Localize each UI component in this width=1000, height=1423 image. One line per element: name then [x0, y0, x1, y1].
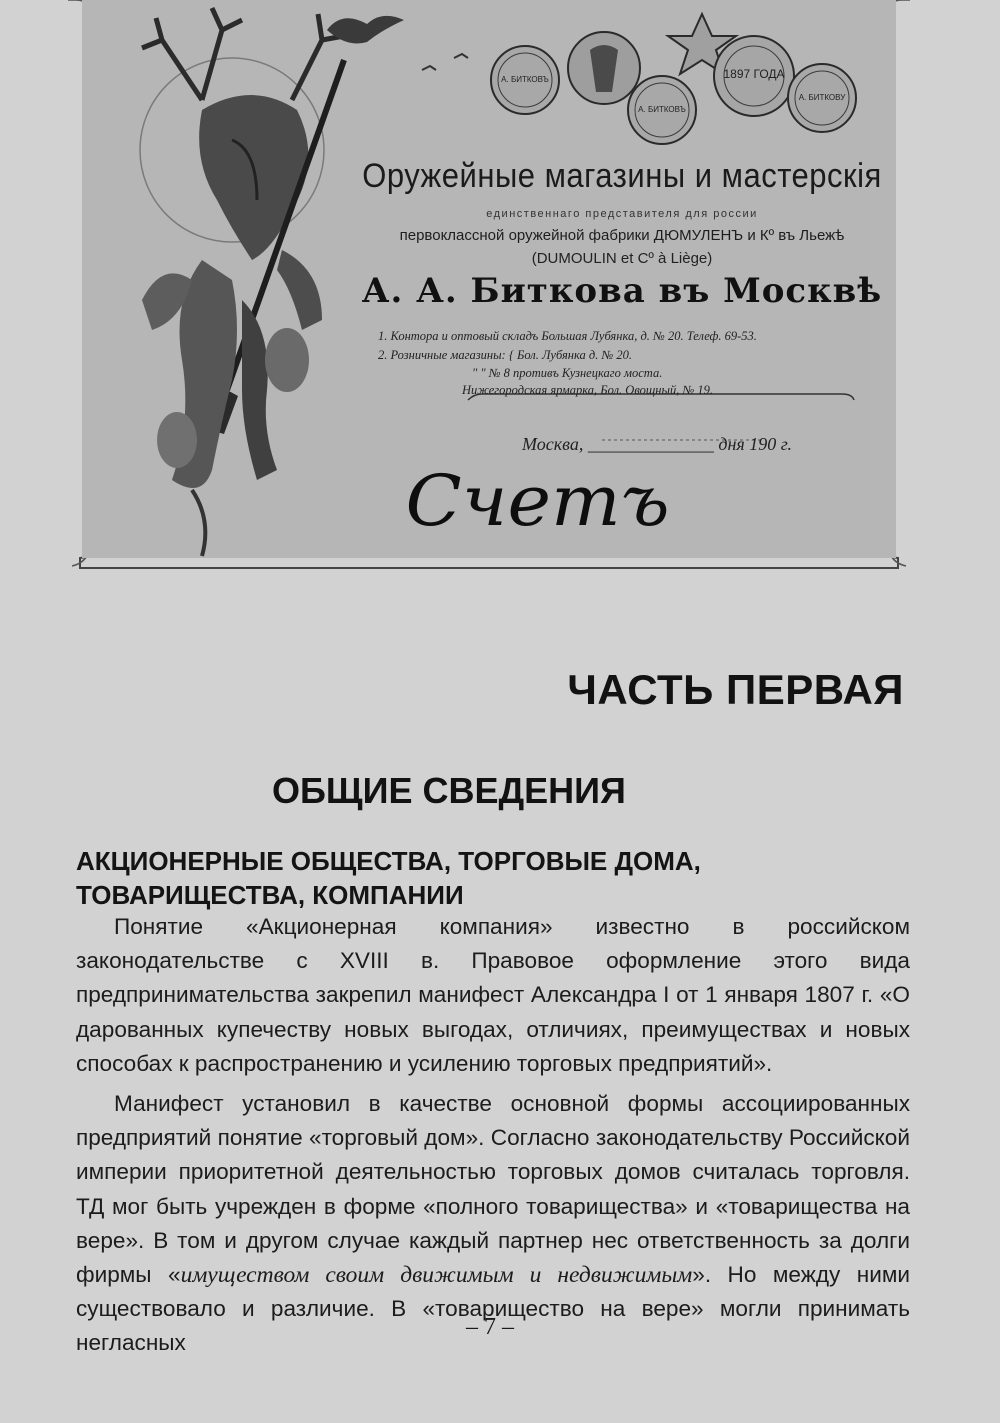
letterhead-address-4: Нижегородская ярмарка, Бол. Овощный, № 19.: [462, 383, 713, 397]
letterhead-factory-line: первоклассной оружейной фабрики ДЮМУЛЕНЪ и Кº въ Льежѣ: [399, 227, 845, 244]
letterhead-image: [82, 0, 896, 558]
body-text: [76, 910, 910, 1361]
letterhead-address-3: " " № 8 противъ Кузнецкаго моста.: [472, 366, 663, 380]
medal-5-label: 1897 ГОДА: [723, 67, 785, 81]
letterhead-address-2: 2. Розничные магазины: { Бол. Лубянка д. № 20.: [378, 348, 632, 362]
medal-1-label: А. БИТКОВЪ: [501, 75, 549, 84]
part-title: ЧАСТЬ ПЕРВАЯ: [567, 666, 904, 713]
page-number: – 7 –: [466, 1314, 514, 1340]
letterhead-invoice-word: Счетъ: [405, 460, 670, 542]
medal-4-label: А. БИТКОВЪ: [638, 105, 686, 114]
letterhead-address-1: 1. Контора и оптовый складъ Большая Лубянка, д. № 20. Телеф. 69-53.: [378, 329, 757, 343]
letterhead-factory-latin: (DUMOULIN et Cº à Liège): [531, 250, 713, 267]
letterhead-representative-line: единственнаго представителя для россии: [486, 208, 758, 220]
medal-2: [568, 32, 640, 104]
paragraph-2-start: Манифест установил в качестве основной формы ассоциированных предприятий понятие «торговый дом». Согласно законодательству Российской империи приоритетной деятельностью торговых домов считалась торговля. ТД мог быть учрежден в форме «полного товарищества» и «товарищества на вере». В том и другом случае каждый партнер нес ответственность за долги фирмы «: [76, 1091, 910, 1288]
subsection-title-line-2: ТОВАРИЩЕСТВА, КОМПАНИИ: [76, 880, 464, 910]
subsection-title-line-1: АКЦИОНЕРНЫЕ ОБЩЕСТВА, ТОРГОВЫЕ ДОМА,: [76, 846, 701, 876]
medal-5: [714, 36, 794, 116]
medal-1: [491, 46, 559, 114]
paragraph-1: Понятие «Акционерная компания» известно в российском законодательстве с XVIII в. Правовое оформление этого вида предпринимательства закрепил манифест Александра I от 1 января 1807 г. «О дарованных купечеству новых выгодах, отличиях, преимуществах и новых способах к распространению и усилению торговых предприятий».: [76, 914, 910, 1076]
illustration-frame: [66, 0, 912, 574]
letterhead-city-date: Москва, ______________ дня 190 г.: [522, 434, 793, 454]
medal-4: [628, 76, 696, 144]
section-title: ОБЩИЕ СВЕДЕНИЯ: [272, 770, 626, 811]
letterhead-title: Оружейные магазины и мастерскія: [362, 155, 882, 196]
medal-6-label: А. БИТКОВУ: [798, 93, 846, 102]
paragraph-2-quote: имуществом своим движимым и недвижимым: [180, 1262, 693, 1289]
medal-6: [788, 64, 856, 132]
subsection-title: [76, 844, 916, 912]
letterhead-owner: А. А. Биткова въ Москвѣ: [361, 271, 883, 311]
paragraph-2-end: ». Но между ними существовало и различие. В «товарищество на вере» могли принимать негласных: [76, 1262, 910, 1356]
